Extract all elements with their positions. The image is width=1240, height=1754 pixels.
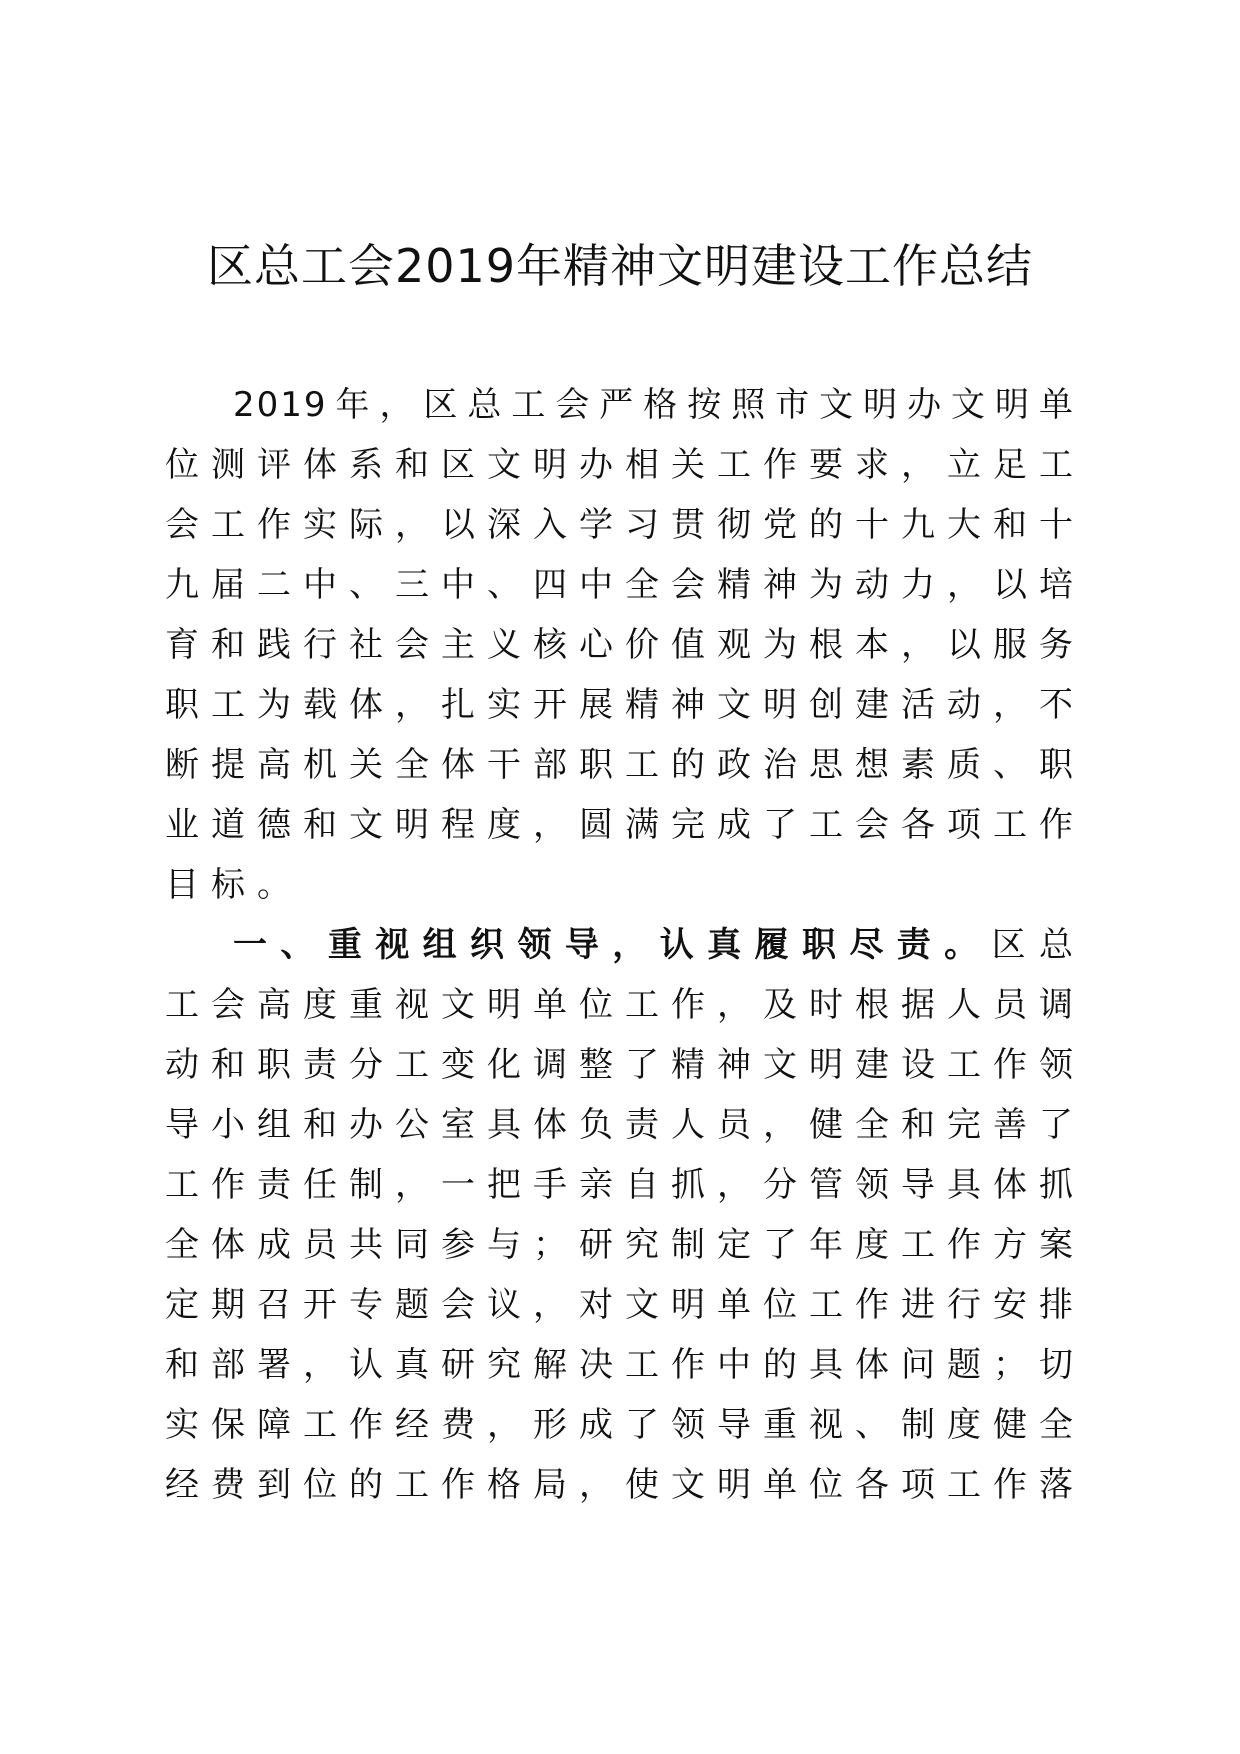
paragraph-2-line-2: 工会高度重视文明单位工作，及时根据人员调 [165, 985, 1075, 1025]
paragraph-1-line-7: 断提高机关全体干部职工的政治思想素质、职 [165, 745, 1075, 785]
paragraph-2-line-5: 工作责任制，一把手亲自抓，分管领导具体抓 [165, 1165, 1075, 1205]
document-body [165, 375, 1075, 1515]
paragraph-2-line-1 [165, 915, 1075, 975]
paragraph-1-line-9: 目标。 [165, 865, 303, 905]
paragraph-1-line-1: 2019年，区总工会严格按照市文明办文明单 [233, 385, 1075, 425]
paragraph-1-line-6: 职工为载体，扎实开展精神文明创建活动，不 [165, 685, 1075, 725]
paragraph-2-line-4: 导小组和办公室具体负责人员，健全和完善了 [165, 1105, 1075, 1145]
paragraph-1-line-2: 位测评体系和区文明办相关工作要求，立足工 [165, 445, 1075, 485]
paragraph-1-line-4: 九届二中、三中、四中全会精神为动力，以培 [165, 565, 1075, 605]
paragraph-1-line-3: 会工作实际，以深入学习贯彻党的十九大和十 [165, 505, 1075, 545]
paragraph-2-line-6: 全体成员共同参与；研究制定了年度工作方案 [165, 1225, 1075, 1265]
paragraph-2-first-line-rest: 区总 [991, 925, 1076, 965]
paragraph-2-line-9: 实保障工作经费，形成了领导重视、制度健全 [165, 1405, 1075, 1445]
document-title: 区总工会2019年精神文明建设工作总结 [206, 239, 1034, 293]
section-heading-1: 一、重视组织领导，认真履职尽责。 [233, 925, 992, 965]
paragraph-2-line-3: 动和职责分工变化调整了精神文明建设工作领 [165, 1045, 1075, 1085]
paragraph-2-line-7: 定期召开专题会议，对文明单位工作进行安排 [165, 1285, 1075, 1325]
paragraph-2-line-10: 经费到位的工作格局，使文明单位各项工作落 [165, 1465, 1075, 1505]
paragraph-1-line-8: 业道德和文明程度，圆满完成了工会各项工作 [165, 805, 1075, 845]
paragraph-2-line-8: 和部署，认真研究解决工作中的具体问题；切 [165, 1345, 1075, 1385]
paragraph-1-line-5: 育和践行社会主义核心价值观为根本，以服务 [165, 625, 1075, 665]
